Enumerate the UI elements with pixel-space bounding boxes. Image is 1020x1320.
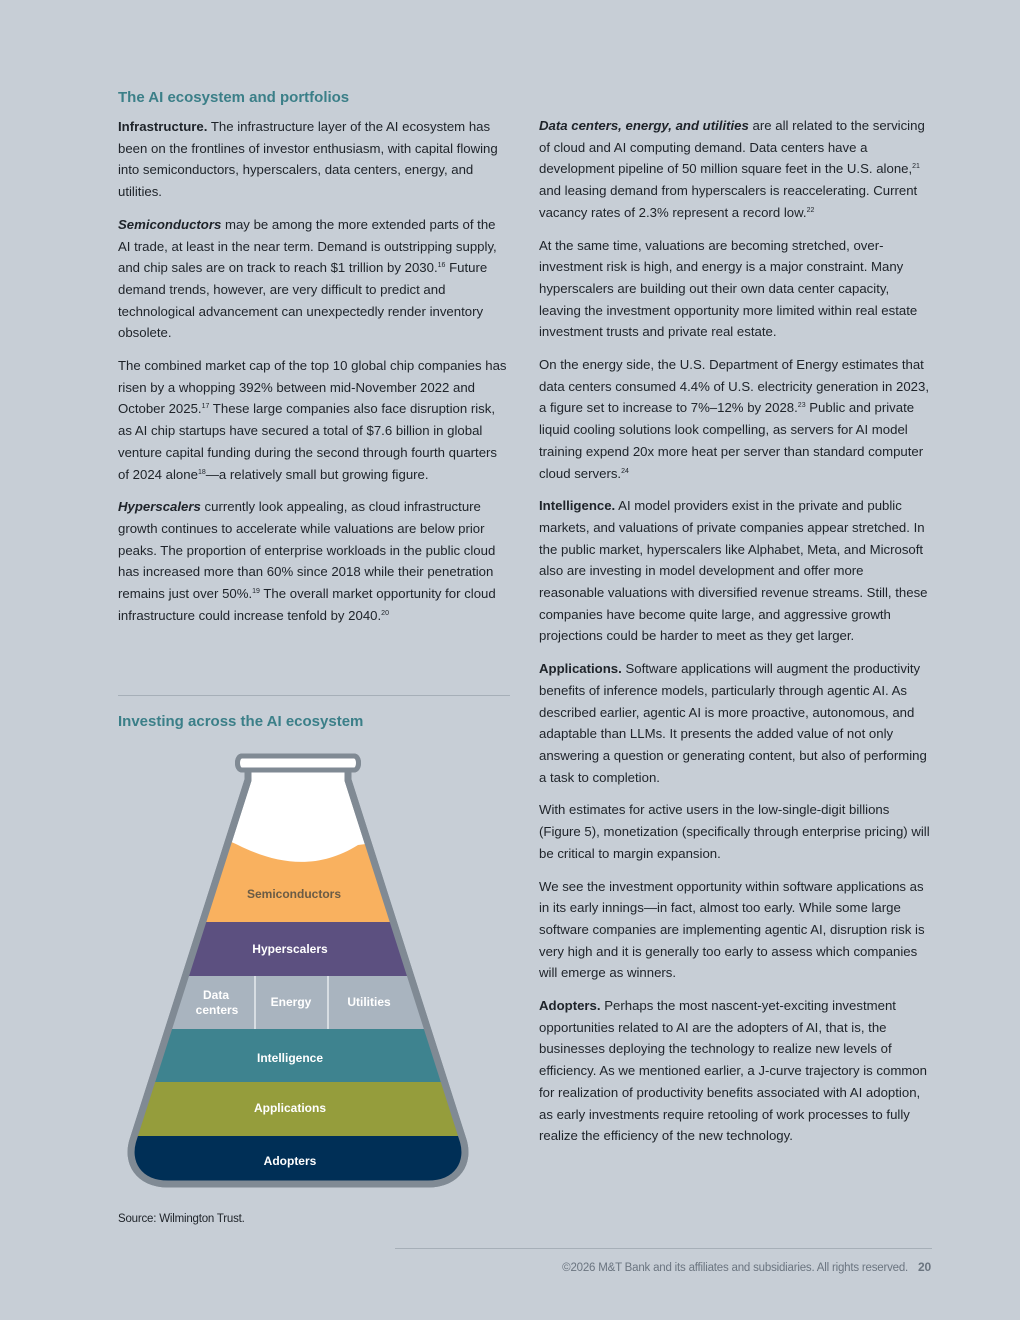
label-semiconductors: Semiconductors	[246, 887, 342, 901]
lead-data-centers: Data centers, energy, and utilities	[539, 118, 749, 133]
left-column	[118, 88, 510, 637]
footnote-ref: 24	[621, 467, 629, 475]
paragraph-text: Software applications will augment the productivity benefits of inference models, particularly through agentic AI. As described earlier, agentic AI is more proactive, autonomous, and adaptable than LLMs. It presents the added value of not only answering a question or generating content, but also of performing a task to completion.	[539, 661, 927, 785]
paragraph-text: Perhaps the most nascent-yet-exciting investment opportunities related to AI are the adopters of AI, that is, the businesses deploying the technology to realize new levels of efficiency. As we mentioned earlier, a J-curve trajectory is common for realization of productivity benefits associated with AI adoption, as early investments require retooling of work processes to fully realize the efficiency of the new technology.	[539, 998, 927, 1144]
paragraph-energy	[539, 354, 931, 484]
paragraph-intelligence	[539, 495, 931, 647]
footnote-ref: 20	[381, 609, 389, 617]
footnote-ref: 21	[912, 163, 920, 171]
lead-adopters: Adopters.	[539, 998, 601, 1014]
lead-hyperscalers: Hyperscalers	[118, 499, 201, 515]
label-hyperscalers: Hyperscalers	[252, 942, 328, 956]
section-title: The AI ecosystem and portfolios	[118, 89, 350, 106]
flask-rim-stroke	[238, 756, 359, 770]
label-utilities: Utilities	[347, 995, 391, 1009]
label-data-centers-1: Data	[202, 988, 230, 1002]
lead-applications: Applications.	[539, 661, 622, 677]
paragraph-text: The combined market cap of the top 10 global chip companies has risen by a whopping 392% between mid-November 2022 and October 2025.	[118, 358, 507, 417]
paragraph-text: Public and private liquid cooling solutions look compelling, as servers for AI model training expend 20x more heat per server than standard computer cloud servers.	[539, 400, 924, 481]
paragraph-applications	[539, 658, 931, 788]
footnote-ref: 17	[201, 403, 210, 411]
paragraph-text: At the same time, valuations are becoming stretched, over-investment risk is high, and energy is a major constraint. Many hyperscalers are building out their own data center capacity, leaving the investment opportunity more limited within real estate investment trusts and private real estate.	[539, 237, 918, 340]
paragraph-infrastructure	[118, 116, 510, 203]
ai-ecosystem-flask-diagram	[118, 750, 478, 1195]
paragraph-text: Future demand trends, however, are very difficult to predict and technological advancement can unexpectedly render inventory obsolete.	[118, 260, 488, 341]
copyright-text: ©2026 M&T Bank and its affiliates and subsidiaries. All rights reserved.	[562, 1262, 909, 1274]
paragraph-text: are all related to the servicing of cloud and AI computing demand. Data centers have a development pipeline of 50 million square feet in the U.S. alone,	[539, 118, 925, 177]
lead-semiconductors: Semiconductors	[118, 216, 222, 232]
footnote-ref: 16	[437, 262, 446, 270]
paragraph-text: may be among the more extended parts of the AI trade, at least in the near term. Demand is outstripping supply, and chip sales are on track to reach $1 trillion by 2030.	[118, 216, 497, 276]
paragraph-text: We see the investment opportunity within software applications as in its early innings—in fact, almost too early. While some large software companies are implementing agentic AI, disruption risk is very high and it is generally too early to assess which companies will emerge as winners.	[539, 878, 925, 981]
paragraph-market-cap	[118, 355, 510, 485]
figure-source: Source: Wilmington Trust.	[118, 1213, 245, 1225]
paragraph-text: —a relatively small but growing figure.	[205, 466, 429, 482]
page-number: 20	[918, 1260, 931, 1274]
footnote-ref: 19	[252, 588, 260, 596]
paragraph-semiconductors	[118, 214, 510, 344]
paragraph-valuations	[539, 235, 931, 344]
label-intelligence: Intelligence	[256, 1051, 324, 1065]
paragraph-adopters	[539, 995, 931, 1147]
paragraph-monetization	[539, 799, 931, 864]
paragraph-text: AI model providers exist in the private and public markets, and valuations of private companies appear stretched. In the public market, hyperscalers like Alphabet, Meta, and Microsoft also are investing in model development and offer more reasonable valuations with diversified revenue streams. Still, these companies have become quite large, and aggressive growth projections could be harder to meet as they get larger.	[539, 498, 928, 644]
paragraph-text: The overall market opportunity for cloud infrastructure could increase tenfold by 2040.	[118, 586, 496, 623]
paragraph-data-centers	[539, 115, 931, 224]
paragraph-text: The infrastructure layer of the AI ecosystem has been on the frontlines of investor enthusiasm, with capital flowing into semiconductors, hyperscalers, data centers, energy, and utilities.	[118, 119, 498, 200]
lead-infrastructure: Infrastructure.	[118, 119, 208, 134]
label-applications: Applications	[253, 1101, 327, 1115]
footnote-ref: 18	[197, 468, 206, 476]
paragraph-text: currently look appealing, as cloud infrastructure growth continues to accelerate while valuations are below prior peaks. The proportion of enterprise workloads in the public cloud has increased more than 60% since 2018 while their penetration remains just over 50%.	[118, 499, 496, 602]
lead-intelligence: Intelligence.	[539, 498, 616, 514]
right-column	[539, 115, 931, 1158]
paragraph-text: On the energy side, the U.S. Department of Energy estimates that data centers consumed 4.4% of U.S. electricity generation in 2023, a figure set to increase to 7%–12% by 2028.	[539, 357, 929, 416]
page-footer	[562, 1260, 931, 1274]
label-energy: Energy	[270, 995, 312, 1009]
paragraph-hyperscalers	[118, 496, 510, 626]
paragraph-text: These large companies also face disruption risk, as AI chip startups have secured a total of $7.6 billion in global venture capital funding during the second through fourth quarters of 2024 alone	[118, 401, 498, 482]
section-divider	[118, 695, 510, 696]
footer-divider	[395, 1248, 932, 1249]
footnote-ref: 22	[806, 206, 815, 214]
figure-title: Investing across the AI ecosystem	[118, 713, 364, 730]
label-adopters: Adopters	[263, 1154, 317, 1168]
paragraph-text: and leasing demand from hyperscalers is reaccelerating. Current vacancy rates of 2.3% represent a record low.	[539, 183, 918, 220]
footnote-ref: 23	[797, 402, 806, 410]
paragraph-software-opportunity	[539, 876, 931, 985]
label-data-centers-2: centers	[195, 1003, 239, 1017]
paragraph-text: With estimates for active users in the low-single-digit billions (Figure 5), monetization (specifically through enterprise pricing) will be critical to margin expansion.	[539, 802, 930, 861]
